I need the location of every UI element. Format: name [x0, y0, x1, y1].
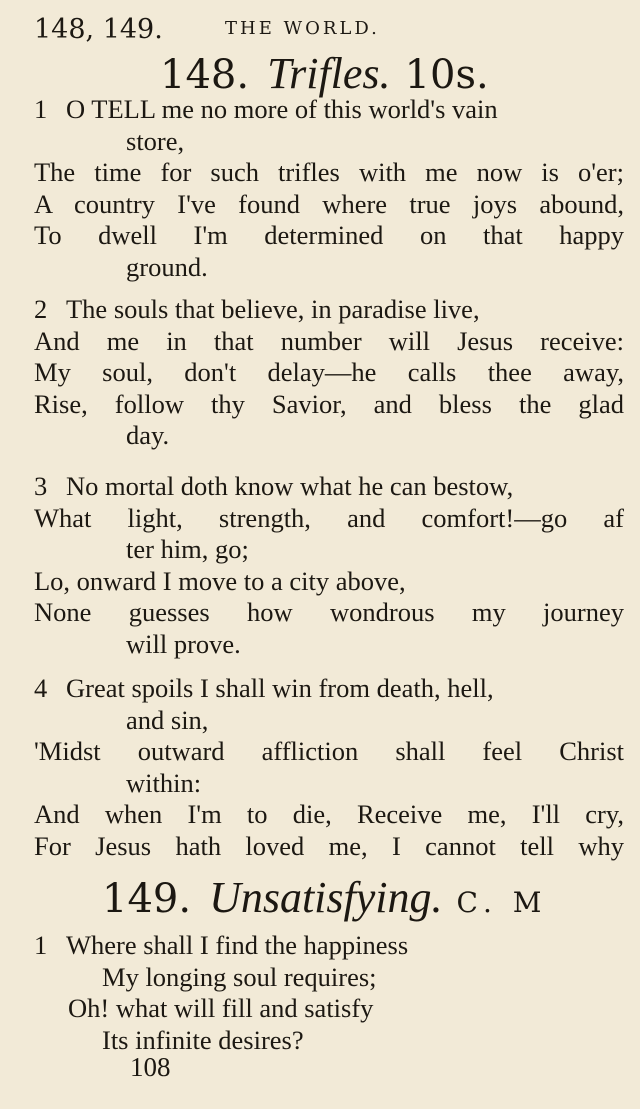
verse-line: Oh! what will fill and satisfy [68, 993, 374, 1023]
hymn-name: Trifles. [267, 49, 391, 98]
verse-number: 1 [34, 930, 48, 960]
verse-line: ground. [126, 251, 208, 282]
running-head-title: THE WORLD. [225, 18, 380, 39]
verse-line: Rise, follow thy Savior, and bless the glad [34, 388, 624, 419]
hymn-148-stanza-3 [34, 471, 624, 660]
page-number: 108 [130, 1052, 171, 1082]
verse-line: and sin, [126, 704, 209, 735]
verse-line: And me in that number will Jesus receive: [34, 325, 624, 356]
verse-line: A country I've found where true joys abound, [34, 188, 624, 219]
verse-number: 2 [34, 294, 48, 324]
hymn-148-stanza-4 [34, 673, 624, 862]
verse-line: For Jesus hath loved me, I cannot tell why [34, 830, 624, 861]
verse-line: 'Midst outward affliction shall feel Christ [34, 736, 624, 766]
verse-line: 4 Great spoils I shall win from death, hell, [34, 673, 494, 703]
verse-line: will prove. [126, 628, 241, 659]
verse-line: My soul, don't delay—he calls thee away, [34, 357, 624, 387]
verse-line: ter him, go; [126, 534, 249, 564]
hymn-number: 148. [160, 52, 250, 98]
verse-line: day. [126, 420, 170, 450]
verse-line: 2 The souls that believe, in paradise live, [34, 294, 480, 324]
verse-line: The time for such trifles with me now is o'er; [34, 157, 624, 187]
verse-line: 3 No mortal doth know what he can bestow, [34, 471, 514, 501]
verse-line: What light, strength, and comfort!—go af [34, 502, 624, 533]
hymn-148-stanza-2 [34, 294, 624, 452]
hymn-148-stanza-1 [34, 94, 624, 283]
hymn-name: Unsatisfying. [209, 873, 443, 922]
verse-number: 3 [34, 471, 48, 501]
verse-line: store, [126, 125, 185, 156]
hymn-number: 149. [102, 876, 192, 922]
verse-number: 4 [34, 673, 48, 703]
verse-line: Lo, onward I move to a city above, [34, 565, 406, 596]
verse-line: And when I'm to die, Receive me, I'll cry, [34, 799, 624, 829]
verse-line: 1 Where shall I find the happiness [34, 930, 409, 960]
verse-line: To dwell I'm determined on that happy [34, 220, 624, 250]
verse-line: My longing soul requires; [102, 961, 377, 992]
verse-line: within: [126, 767, 202, 798]
running-head-pages: 148, 149. [34, 14, 163, 45]
hymn-148-heading [160, 49, 489, 98]
hymn-meter: C. M [456, 886, 548, 919]
verse-line: 1 O TELL me no more of this world's vain [34, 94, 498, 124]
running-head [34, 14, 614, 44]
verse-line: Its infinite desires? [102, 1024, 304, 1055]
hymn-149-stanza-1 [34, 930, 514, 1056]
verse-number: 1 [34, 94, 48, 124]
hymn-149-heading [102, 873, 548, 925]
hymn-meter: 10s. [404, 52, 489, 98]
verse-line: None guesses how wondrous my journey [34, 597, 624, 627]
